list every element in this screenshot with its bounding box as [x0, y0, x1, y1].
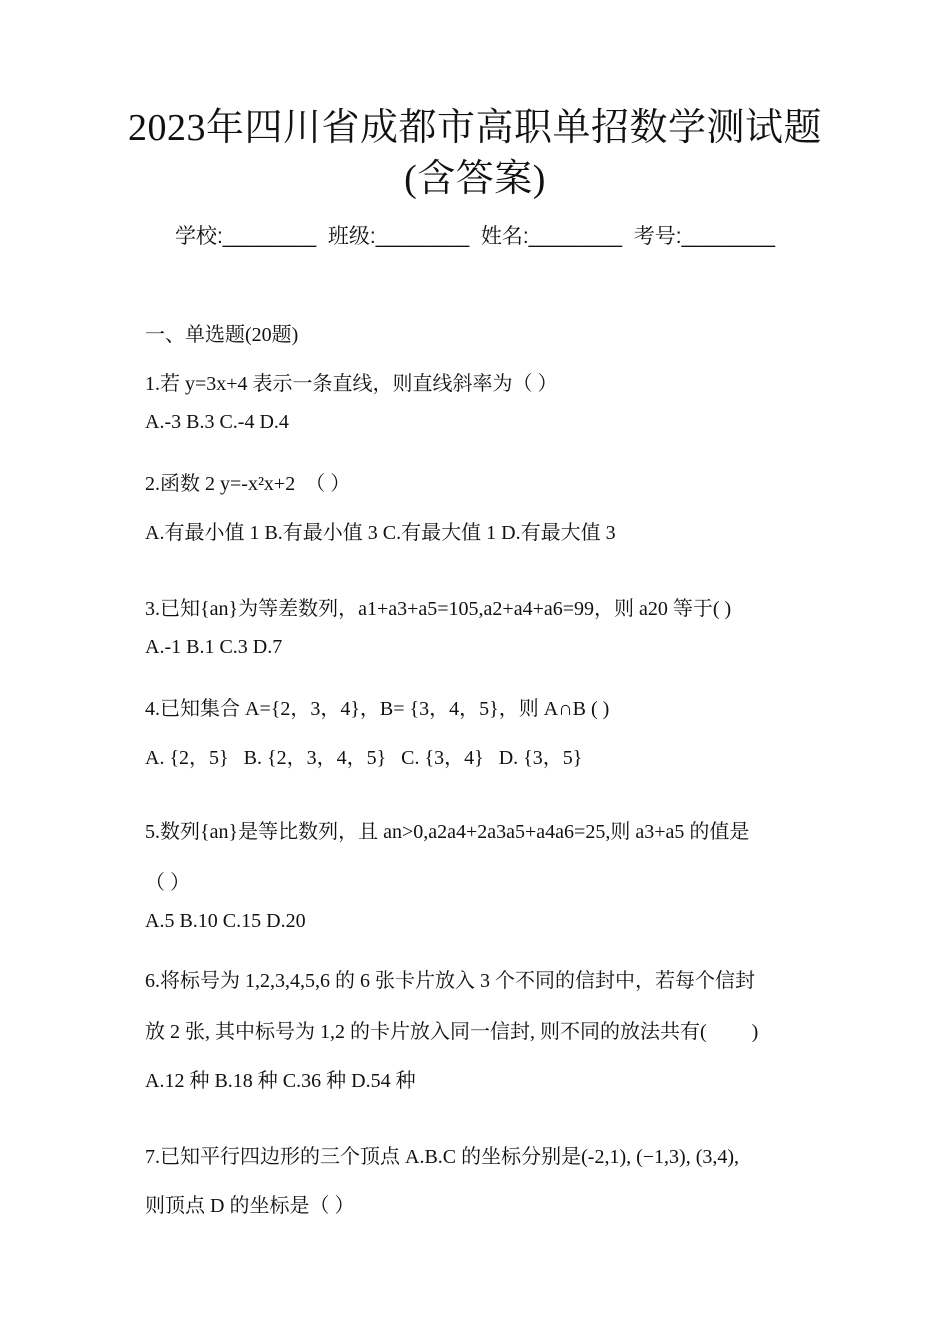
section-heading: 一、单选题(20题)	[145, 324, 299, 346]
question-1-options: A.-3 B.3 C.-4 D.4	[145, 411, 289, 433]
question-3-options: A.-1 B.1 C.3 D.7	[145, 636, 283, 658]
question-2-stem: 2.函数 2 y=-x²x+2 （ ）	[145, 473, 351, 495]
student-info-fields: 学校:________ 班级:________ 姓名:________ 考号:________	[174, 225, 776, 248]
question-7-stem-continued: 则顶点 D 的坐标是（ ）	[145, 1195, 355, 1217]
question-2-options: A.有最小值 1 B.有最小值 3 C.有最大值 1 D.有最大值 3	[145, 522, 616, 544]
question-1-stem: 1.若 y=3x+4 表示一条直线，则直线斜率为（ ）	[145, 373, 558, 395]
document-title-line-1: 2023年四川省成都市高职单招数学测试题	[127, 107, 822, 149]
question-5-options: A.5 B.10 C.15 D.20	[145, 910, 306, 932]
question-6-options: A.12 种 B.18 种 C.36 种 D.54 种	[145, 1070, 416, 1092]
question-4-options: A. {2，5} B. {2，3，4，5} C. {3，4} D. {3，5}	[145, 747, 583, 769]
question-5-stem-continued: （ ）	[145, 872, 190, 894]
question-6-stem-continued: 放 2 张, 其中标号为 1,2 的卡片放入同一信封, 则不同的放法共有( )	[145, 1021, 759, 1043]
question-7-stem: 7.已知平行四边形的三个顶点 A.B.C 的坐标分别是(-2,1), (−1,3), (3,4),	[145, 1146, 740, 1168]
question-6-stem: 6.将标号为 1,2,3,4,5,6 的 6 张卡片放入 3 个不同的信封中，若每个信封	[145, 970, 755, 992]
question-4-stem: 4.已知集合 A={2，3，4}，B= {3，4，5}，则 A∩B ( )	[145, 698, 610, 720]
document-title-line-2: (含答案)	[404, 158, 546, 200]
question-5-stem: 5.数列{an}是等比数列，且 an>0,a2a4+2a3a5+a4a6=25,则 a3+a5 的值是	[145, 821, 750, 843]
question-3-stem: 3.已知{an}为等差数列，a1+a3+a5=105,a2+a4+a6=99，则 a20 等于( )	[145, 598, 732, 620]
